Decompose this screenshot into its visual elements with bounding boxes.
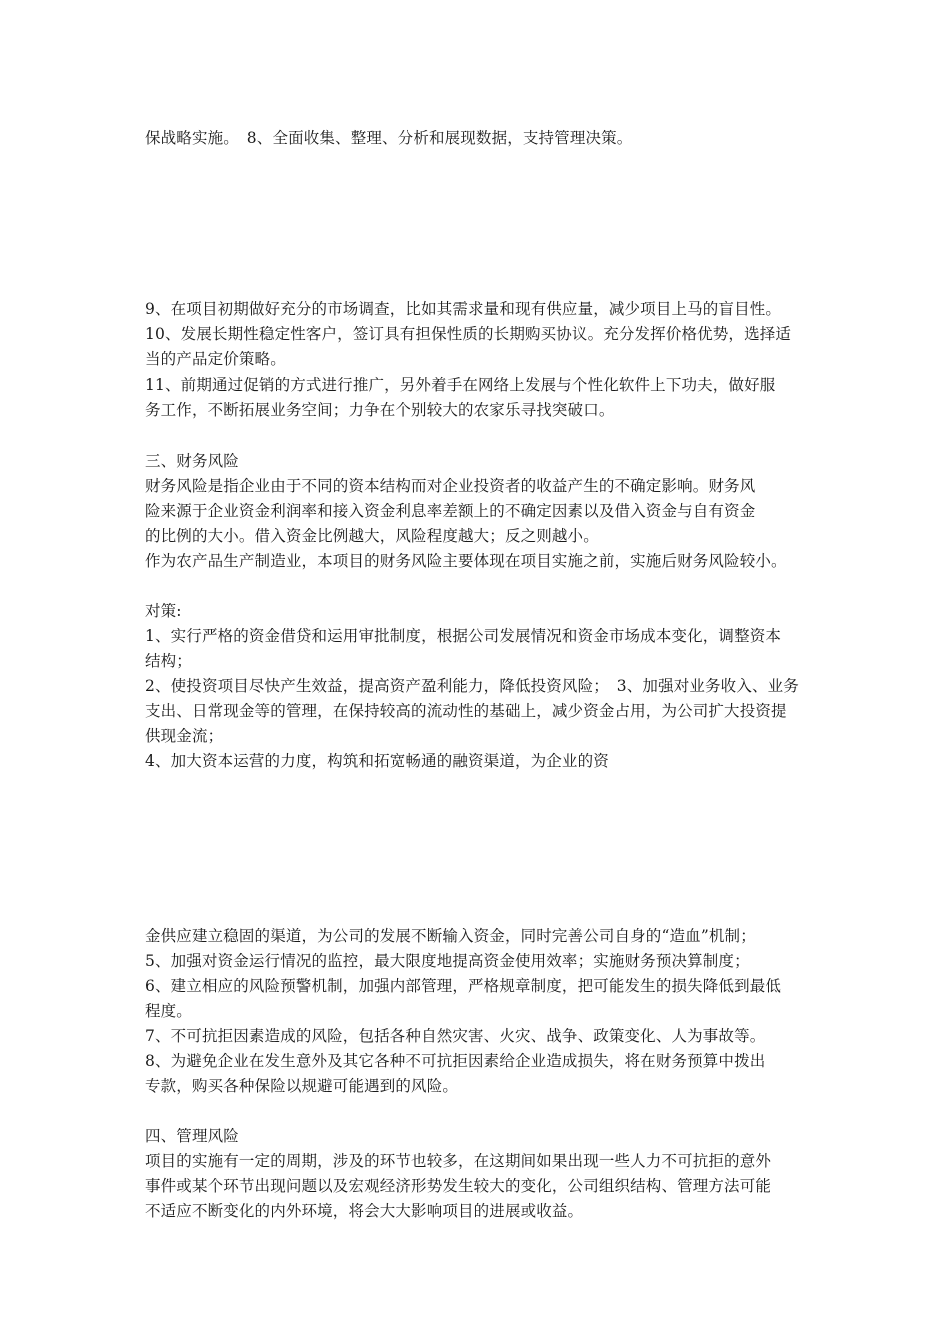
text-line-25: 专款，购买各种保险以规避可能遇到的风险。 <box>145 1077 459 1095</box>
text-line-19: 金供应建立稳固的渠道，为公司的发展不断输入资金，同时完善公司自身的“造血”机制； <box>145 927 756 945</box>
text-line-14: 结构； <box>145 652 192 670</box>
text-line-15: 2、使投资项目尽快产生效益，提高资产盈利能力，降低投资风险； 3、加强对业务收入、业务 <box>145 677 799 695</box>
text-line-9: 险来源于企业资金利润率和接入资金利息率差额上的不确定因素以及借入资金与自有资金 <box>145 502 756 520</box>
text-line-28: 事件或某个环节出现问题以及宏观经济形势发生较大的变化，公司组织结构、管理方法可能 <box>145 1177 772 1195</box>
text-line-22: 程度。 <box>145 1002 192 1020</box>
text-line-17: 供现金流； <box>145 727 224 745</box>
text-line-24: 8、为避免企业在发生意外及其它各种不可抗拒因素给企业造成损失，将在财务预算中拨出 <box>145 1052 766 1070</box>
text-line-18: 4、加大资本运营的力度，构筑和拓宽畅通的融资渠道，为企业的资 <box>145 752 609 770</box>
text-line-11: 作为农产品生产制造业，本项目的财务风险主要体现在项目实施之前，实施后财务风险较小。 <box>145 552 787 570</box>
text-line-2: 9、在项目初期做好充分的市场调查，比如其需求量和现有供应量，减少项目上马的盲目性。 <box>145 300 782 318</box>
text-line-8: 财务风险是指企业由于不同的资本结构而对企业投资者的收益产生的不确定影响。财务风 <box>145 477 756 495</box>
text-line-10: 的比例的大小。借入资金比例越大，风险程度越大；反之则越小。 <box>145 527 599 545</box>
section-heading-management-risk: 四、管理风险 <box>145 1127 239 1145</box>
text-line-5: 11、前期通过促销的方式进行推广，另外着手在网络上发展与个性化软件上下功夫，做好服 <box>145 376 776 394</box>
text-line-20: 5、加强对资金运行情况的监控，最大限度地提高资金使用效率；实施财务预决算制度； <box>145 952 750 970</box>
text-line-1: 保战略实施。 8、全面收集、整理、分析和展现数据，支持管理决策。 <box>145 129 633 147</box>
text-line-6: 务工作，不断拓展业务空间；力争在个别较大的农家乐寻找突破口。 <box>145 401 615 419</box>
text-line-13: 1、实行严格的资金借贷和运用审批制度，根据公司发展情况和资金市场成本变化，调整资本 <box>145 627 782 645</box>
section-heading-financial-risk: 三、财务风险 <box>145 452 239 470</box>
countermeasures-heading: 对策: <box>145 602 182 620</box>
text-line-4: 当的产品定价策略。 <box>145 350 286 368</box>
text-line-29: 不适应不断变化的内外环境，将会大大影响项目的进展或收益。 <box>145 1202 584 1220</box>
text-line-3: 10、发展长期性稳定性客户，签订具有担保性质的长期购买协议。充分发挥价格优势，选择适 <box>145 325 792 343</box>
text-line-27: 项目的实施有一定的周期，涉及的环节也较多，在这期间如果出现一些人力不可抗拒的意外 <box>145 1152 772 1170</box>
text-line-23: 7、不可抗拒因素造成的风险，包括各种自然灾害、火灾、战争、政策变化、人为事故等。 <box>145 1027 766 1045</box>
text-line-21: 6、建立相应的风险预警机制，加强内部管理，严格规章制度，把可能发生的损失降低到最低 <box>145 977 782 995</box>
text-line-16: 支出、日常现金等的管理，在保持较高的流动性的基础上，减少资金占用，为公司扩大投资提 <box>145 702 787 720</box>
